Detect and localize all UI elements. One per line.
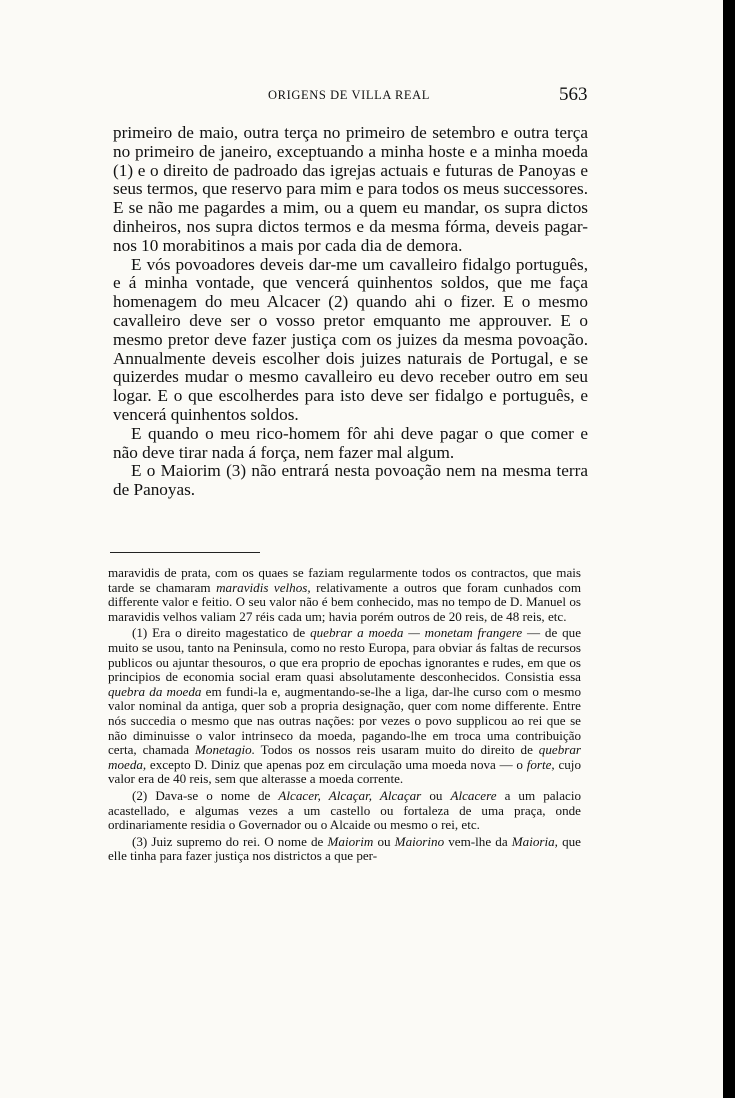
paragraph: E quando o meu rico-homem fôr ahi deve pagar o que comer e não deve tirar nada á força, nem fazer mal algum. bbox=[113, 423, 588, 462]
footnote-continuation: maravidis de prata, com os quaes se faziam regularmente todos os contractos, que mais tarde se chamaram maravidis velhos, relativamente a outros que foram cunhados com differente valor e feitio. O seu valor não é bem conhecido, mas no tempo de D. Manuel os maravidis velhos valiam 27 réis cada um; havia porém outros de 20 reis, de 48 reis, etc. bbox=[108, 565, 582, 624]
paragraph: E vós povoadores deveis dar-me um cavalleiro fidalgo português, e á minha vontade, que vencerá quinhentos soldos, que me faça homenagem do meu Alcacer (2) quando ahi o fizer. E o mesmo cavalleiro deve ser o vosso pretor emquanto me approuver. E o mesmo pretor deve fazer justiça com os juizes da mesma povoação. Annualmente deveis escolher dois juizes naturais de Portugal, e se quizerdes mudar o mesmo cavalleiro eu devo receber outro em seu logar. E o que escolherdes para isto deve ser fidalgo e português, e vencerá quinhentos soldos. bbox=[113, 254, 588, 424]
footnote-3: (3) Juiz supremo do rei. O nome de Maiorim ou Maiorino vem-lhe da Maioria, que elle tinha para fazer justiça nos districtos a que per- bbox=[108, 833, 581, 864]
running-header: ORIGENS DE VILLA REAL bbox=[268, 88, 431, 102]
paragraph: primeiro de maio, outra terça no primeiro de setembro e outra terça no primeiro de janeiro, exceptuando a minha hoste e a minha moeda (1) e o direito de padroado das igrejas actuais e futuras de Panoyas e seus termos, que reservo para mim e para todos os meus successores. E se não me pagardes a mim, ou a quem eu mandar, os supra dictos dinheiros, nos supra dictos termos e da mesma fórma, deveis pagar-nos 10 morabitinos a mais por cada dia de demora. bbox=[113, 123, 588, 255]
footnotes bbox=[108, 566, 581, 864]
main-text bbox=[113, 124, 588, 500]
footnote-2: (2) Dava-se o nome de Alcacer, Alcaçar, Alcaçar ou Alcacere a um palacio acastellado, e algumas vezes a um castello ou fortaleza de uma praça, onde ordinariamente residia o Governador ou o Alcaide ou mesmo o rei, etc. bbox=[108, 787, 582, 833]
page-number: 563 bbox=[559, 84, 588, 105]
scan-edge bbox=[723, 0, 735, 1098]
paragraph: E o Maiorim (3) não entrará nesta povoação nem na mesma terra de Panoyas. bbox=[113, 461, 588, 500]
footnote-divider bbox=[110, 552, 260, 553]
footnote-1: (1) Era o direito magestatico de quebrar a moeda — monetam frangere — de que muito se usou, tanto na Peninsula, como no resto Europa, para obviar ás faltas de recursos publicos ou ajuntar thesouros, o que era proprio de epochas ignorantes e rudes, em que os principios de economia social eram quasi absolutamente desconhecidos. Consistia essa quebra da moeda em fundi-la e, augmentando-se-lhe a liga, dar-lhe curso com o mesmo valor nominal da antiga, quer sob a propria designação, quer com nome differente. Entre nós succedia o mesmo que nas outras nações: por vezes o povo supplicou ao rei que se não diminuisse o valor intrinseco da moeda, pagando-lhe em troca uma contribuição certa, chamada Monetagio. Todos os nossos reis usaram muito do direito de quebrar moeda, excepto D. Diniz que apenas poz em circulação uma moeda nova — o forte, cujo valor era de 40 reis, sem que alterasse a moeda corrente. bbox=[108, 625, 581, 787]
